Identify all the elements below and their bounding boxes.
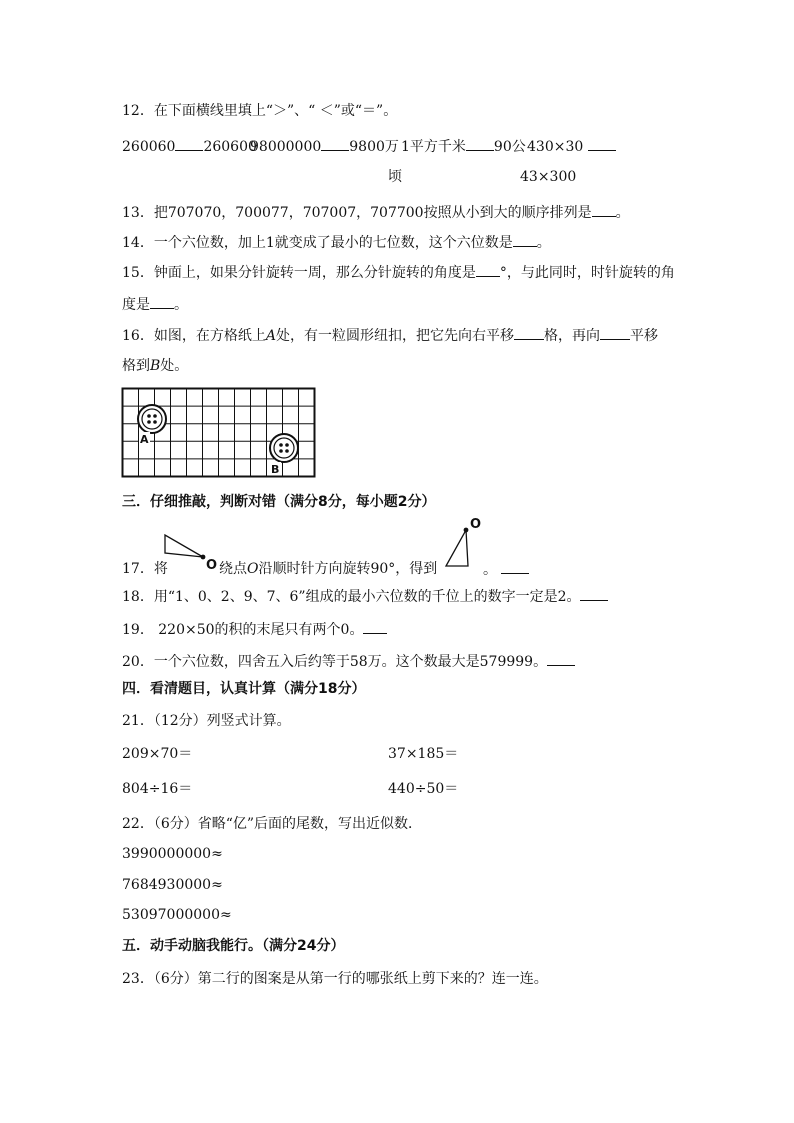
q16-text-e: 格到 xyxy=(122,358,150,374)
q13 xyxy=(122,203,630,222)
grid-label-b: B xyxy=(271,463,280,476)
q12-item-1-right: 260600 xyxy=(203,139,257,155)
pivot-label-2: O xyxy=(470,517,482,532)
q19-blank[interactable] xyxy=(363,620,387,634)
q16-text-a: 16．如图，在方格纸上 xyxy=(122,328,266,344)
q19 xyxy=(122,620,387,639)
q21-problem-4: 440÷50＝ xyxy=(388,781,459,797)
q12-item-1-left: 260060 xyxy=(122,139,176,155)
q16-letter-a: A xyxy=(265,328,276,344)
q17-text-d: 。 xyxy=(483,562,497,578)
q14 xyxy=(122,233,551,252)
q17-end xyxy=(483,560,529,579)
q16-blank-1[interactable] xyxy=(514,326,544,340)
q22-item-1: 3990000000≈ xyxy=(122,846,223,862)
q15-blank-2[interactable] xyxy=(150,295,174,309)
q16-letter-b: B xyxy=(150,358,161,374)
q12-item-2-left: 98000000 xyxy=(250,139,322,155)
section-3-title: 三．仔细推敲，判断对错（满分8分，每小题2分） xyxy=(122,494,436,510)
q15-line-1 xyxy=(122,263,675,282)
q17-text-b: 绕点 xyxy=(219,561,247,577)
q12-item-2 xyxy=(250,137,399,156)
q17-blank[interactable] xyxy=(501,560,529,574)
q12-blank-3[interactable] xyxy=(466,137,494,151)
q21-problem-1: 209×70＝ xyxy=(122,746,193,762)
q15-text: 15．钟面上，如果分针旋转一周，那么分针旋转的角度是 xyxy=(122,265,476,281)
q22-item-2: 7684930000≈ xyxy=(122,877,223,893)
q23-prompt: 23．（6分）第二行的图案是从第一行的哪张纸上剪下来的？连一连。 xyxy=(122,971,548,987)
q22-prompt: 22．（6分）省略“亿”后面的尾数，写出近似数． xyxy=(122,816,423,832)
button-a-icon xyxy=(138,405,166,433)
button-b-icon xyxy=(270,434,298,462)
q21-problem-3: 804÷16＝ xyxy=(122,781,193,797)
q12-item-2-right: 9800万 xyxy=(349,139,399,155)
q17-text-a: 17．将 xyxy=(122,561,168,577)
q12-item-3-right: 90公 xyxy=(493,139,526,155)
q12-item-3 xyxy=(401,137,526,156)
triangle-original-icon xyxy=(163,533,223,573)
q13-text: 13．把707070，700077，707007，707700按照从小到大的顺序排列是 xyxy=(122,205,592,221)
q17-text-c: 沿顺时针方向旋转90°，得到 xyxy=(258,561,438,577)
q16-text-b: 处，有一粒圆形纽扣，把它先向右平移 xyxy=(275,328,514,344)
q16-text-c: 格，再向 xyxy=(543,328,600,344)
q20-blank[interactable] xyxy=(547,652,575,666)
q21-problem-2: 37×185＝ xyxy=(388,746,459,762)
q12-item-4 xyxy=(527,137,616,156)
q15-blank-1[interactable] xyxy=(476,263,500,277)
grid-label-a: A xyxy=(140,433,149,446)
q12-item-1 xyxy=(122,137,257,156)
q12-blank-2[interactable] xyxy=(321,137,349,151)
q13-blank[interactable] xyxy=(592,203,616,217)
q12-blank-1[interactable] xyxy=(175,137,203,151)
q12-item-3-wrap: 顷 xyxy=(388,169,402,185)
q12-blank-4[interactable] xyxy=(588,137,616,151)
q19-text: 19． 220×50的积的末尾只有两个0。 xyxy=(122,622,364,638)
q16-text-f: 处。 xyxy=(160,358,189,374)
q17-text-mid xyxy=(219,560,437,578)
q16-blank-2[interactable] xyxy=(600,326,630,340)
q18 xyxy=(122,587,608,606)
q13-end: 。 xyxy=(615,205,630,221)
q16-line-1 xyxy=(122,326,658,345)
q20-text: 20．一个六位数，四舍五入后约等于58万。这个数最大是579999。 xyxy=(122,654,548,670)
triangle-rotated-icon xyxy=(444,516,484,572)
q22-item-3: 53097000000≈ xyxy=(122,907,232,923)
q17-letter-o: O xyxy=(247,561,259,577)
button-grid-figure xyxy=(122,388,316,478)
q18-text: 18．用“1、0、2、9、7、6”组成的最小六位数的千位上的数字一定是2。 xyxy=(122,589,581,605)
q20 xyxy=(122,652,575,671)
q12-item-3-left: 1平方千米 xyxy=(401,139,466,155)
q12-item-4-left: 430×30 xyxy=(527,139,584,155)
q12-prompt: 12．在下面横线里填上“＞”、“ ＜”或“＝”。 xyxy=(122,103,398,119)
q15-text-c: 度是 xyxy=(122,297,150,313)
q12-item-4-wrap: 43×300 xyxy=(520,169,577,185)
pivot-label-1: O xyxy=(206,558,218,573)
q15-line-2 xyxy=(122,295,188,314)
section-5-title: 五．动手动脑我能行。（满分24分） xyxy=(122,938,345,954)
q14-blank[interactable] xyxy=(513,233,537,247)
q15-end: 。 xyxy=(174,297,188,313)
q14-text: 14．一个六位数，加上1就变成了最小的七位数，这个六位数是 xyxy=(122,235,513,251)
q21-prompt: 21．（12分）列竖式计算。 xyxy=(122,713,291,729)
q16-text-d: 平移 xyxy=(629,328,658,344)
q18-blank[interactable] xyxy=(580,587,608,601)
section-4-title: 四．看清题目，认真计算（满分18分） xyxy=(122,681,366,697)
q14-end: 。 xyxy=(536,235,551,251)
q15-text-b: °，与此同时，时针旋转的角 xyxy=(499,265,675,281)
q16-line-2 xyxy=(122,357,188,375)
